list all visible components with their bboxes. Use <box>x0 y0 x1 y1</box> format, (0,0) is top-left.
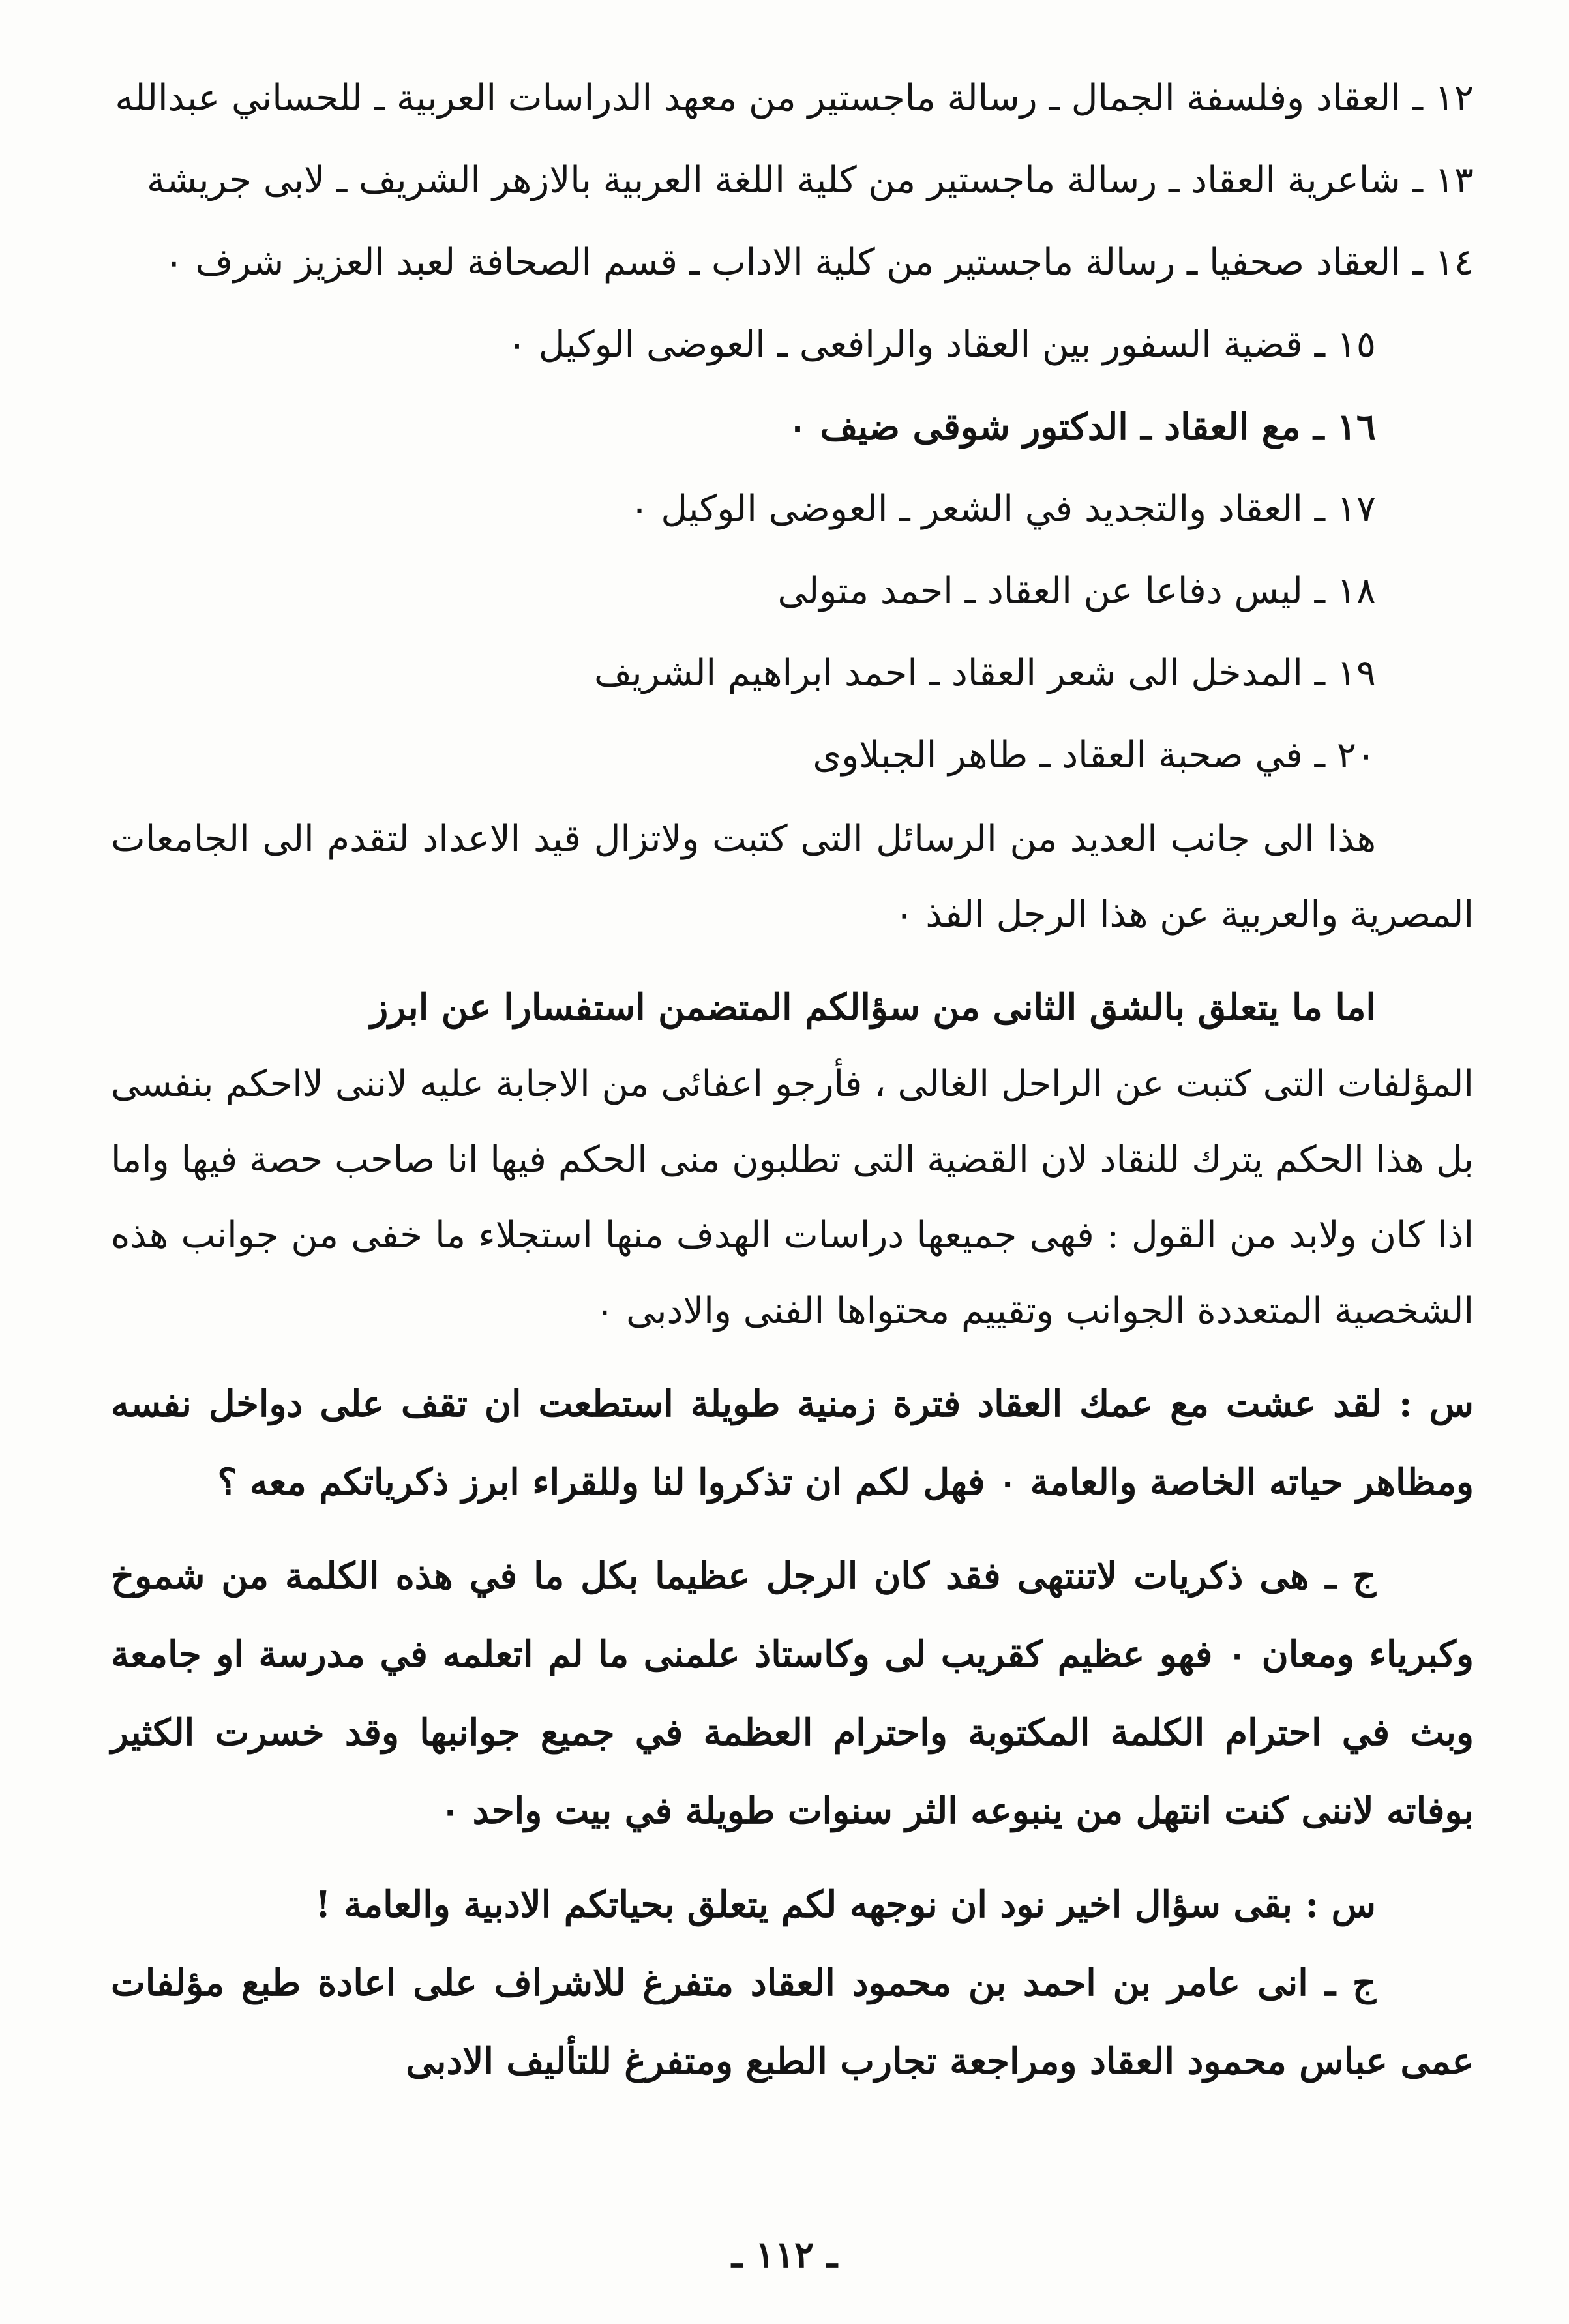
paragraph-works-intro: اما ما يتعلق بالشق الثانى من سؤالكم المتضمن استفسارا عن ابرز <box>370 986 1376 1029</box>
list-item-19: ١٩ ـ المدخل الى شعر العقاد ـ احمد ابراهيم الشريف <box>594 652 1376 694</box>
paragraph-theses-note: هذا الى جانب العديد من الرسائل التى كتبت ولاتزال قيد الاعداد لتقدم الى الجامعات المصرية والعربية عن هذا الرجل الفذ ٠ <box>111 818 1474 936</box>
answer-memories: ج ـ هى ذكريات لاتنتهى فقد كان الرجل عظيما بكل ما في هذه الكلمة من شموخ وكبرياء ومعان ٠ فهو عظيم كقريب لى وكاستاذ علمنى ما لم اتعلمه في مدرسة او جامعة وبث في احترام الكلمة المكتوبة واحترام العظمة في جميع جوانبها وقد خسرت الكثير بوفاته لاننى كنت انتهل من ينبوعه الثر سنوات طويلة في بيت واحد ٠ <box>111 1555 1474 1832</box>
answer-final: ج ـ انى عامر بن احمد بن محمود العقاد متفرغ للاشراف على اعادة طبع مؤلفات عمى عباس محمود العقاد ومراجعة تجارب الطبع ومتفرغ للتأليف الادبى <box>111 1961 1474 2083</box>
question-final: س : بقى سؤال اخير نود ان نوجهه لكم يتعلق بحياتكم الادبية والعامة ! <box>314 1883 1376 1926</box>
list-item-17: ١٧ ـ العقاد والتجديد في الشعر ـ العوضى الوكيل ٠ <box>629 488 1376 530</box>
list-item-13: ١٣ ـ شاعرية العقاد ـ رسالة ماجستير من كلية اللغة العربية بالازهر الشريف ـ لابى جريشة <box>146 159 1474 201</box>
page-number: ـ ١١٢ ـ <box>731 2233 838 2276</box>
list-item-12: ١٢ ـ العقاد وفلسفة الجمال ـ رسالة ماجستير من معهد الدراسات العربية ـ للحساني عبدالله <box>115 77 1474 119</box>
list-item-20: ٢٠ ـ في صحبة العقاد ـ طاهر الجبلاوى <box>813 734 1376 777</box>
list-item-18: ١٨ ـ ليس دفاعا عن العقاد ـ احمد متولى <box>777 570 1376 612</box>
list-item-16: ١٦ ـ مع العقاد ـ الدكتور شوقى ضيف ٠ <box>787 406 1376 449</box>
question-memories: س : لقد عشت مع عمك العقاد فترة زمنية طويلة استطعت ان تقف على دواخل نفسه ومظاهر حياته الخاصة والعامة ٠ فهل لكم ان تذكروا لنا وللقراء ابرز ذكرياتكم معه ؟ <box>111 1382 1474 1504</box>
list-item-15: ١٥ ـ قضية السفور بين العقاد والرافعى ـ العوضى الوكيل ٠ <box>507 323 1376 366</box>
list-item-14: ١٤ ـ العقاد صحفيا ـ رسالة ماجستير من كلية الاداب ـ قسم الصحافة لعبد العزيز شرف ٠ <box>164 241 1474 284</box>
page-text-column <box>111 62 1474 2116</box>
paragraph-works-body: المؤلفات التى كتبت عن الراحل الغالى ، فأرجو اعفائى من الاجابة عليه لاننى لااحكم بنفسى بل هذا الحكم يترك للنقاد لان القضية التى تطلبون منى الحكم فيها انا صاحب حصة فيها واما اذا كان ولابد من القول : فهى جميعها دراسات الهدف منها استجلاء ما خفى من جوانب هذه الشخصية المتعددة الجوانب وتقييم محتواها الفنى والادبى ٠ <box>111 1063 1474 1332</box>
